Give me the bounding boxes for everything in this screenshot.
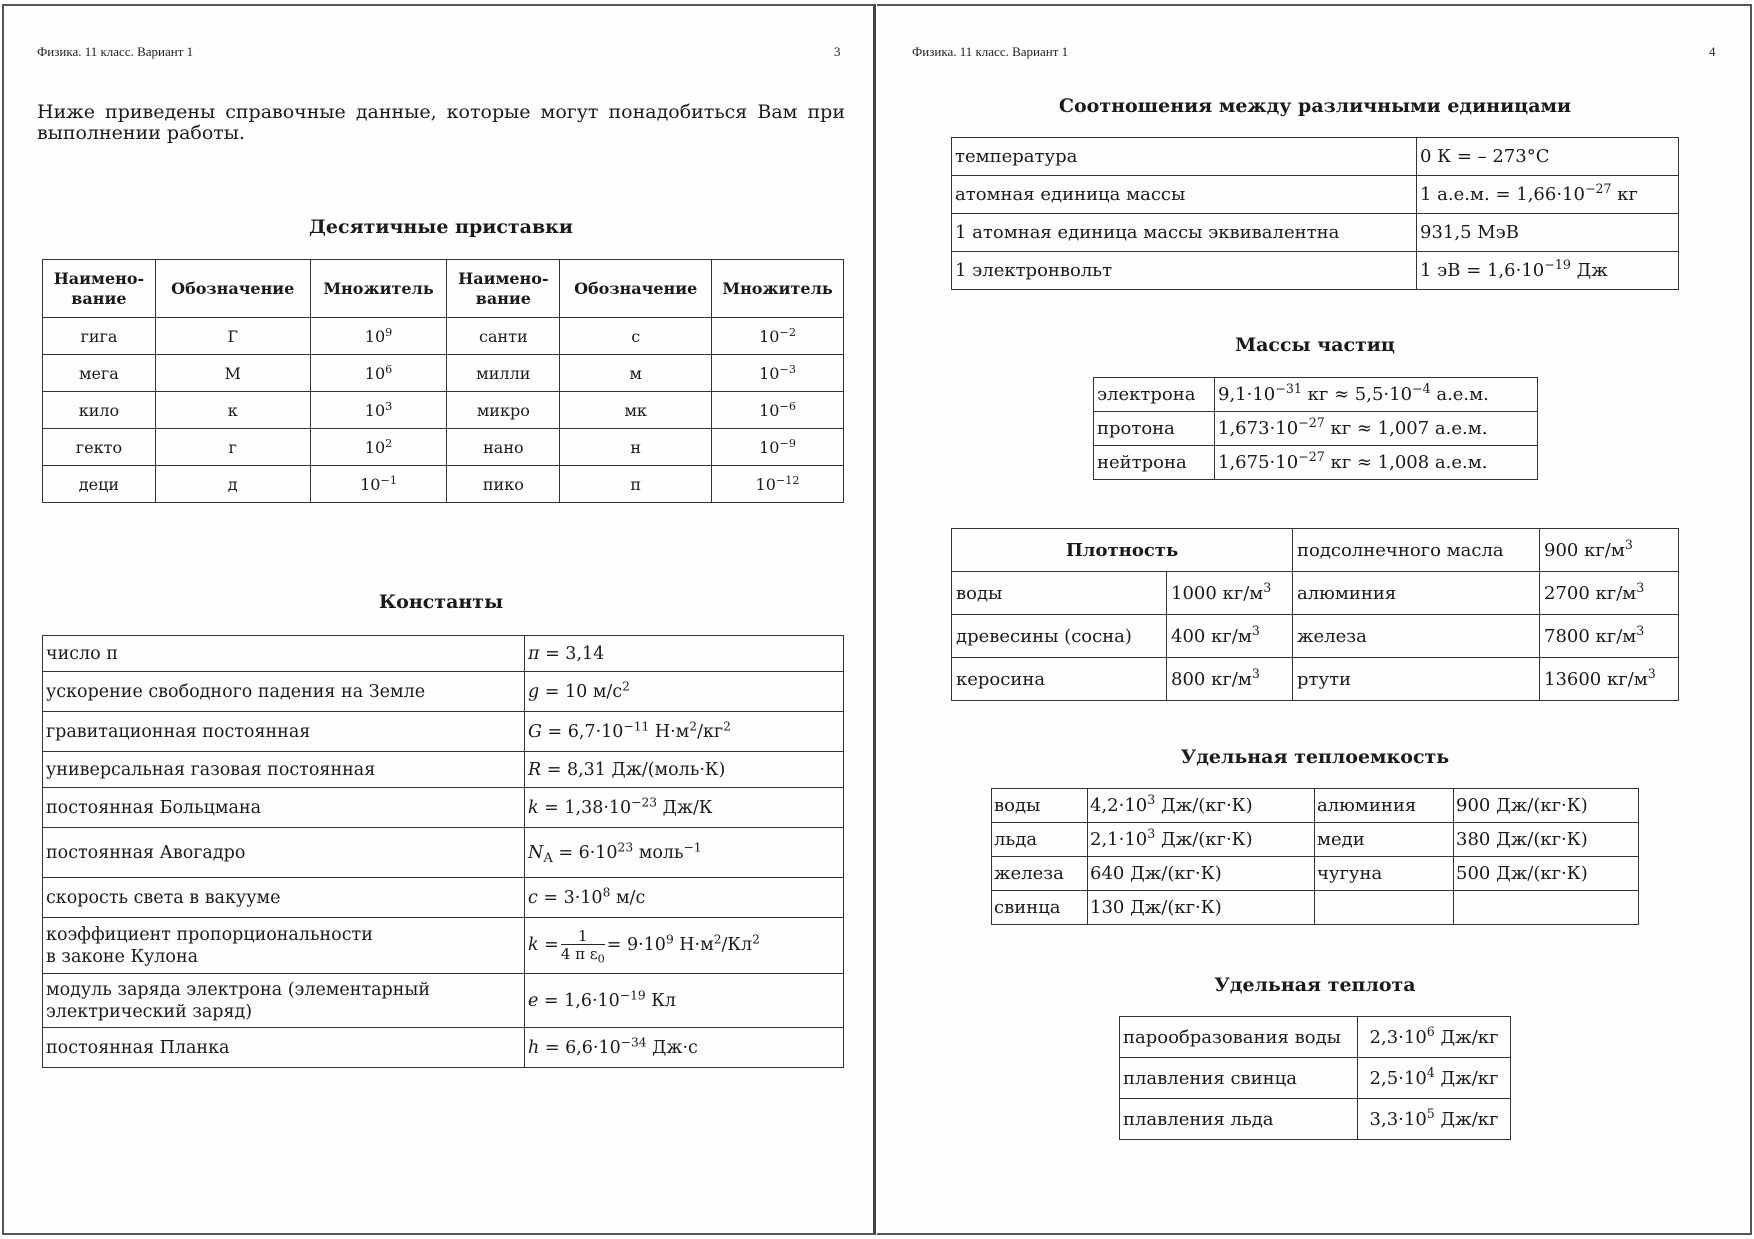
density-label: алюминия (1293, 572, 1540, 615)
table-row (43, 878, 844, 918)
substance-label (1315, 891, 1454, 925)
page-3 (2, 4, 876, 1235)
prefix-multiplier: $10^{-9}$ (712, 429, 844, 466)
table-header-row (43, 260, 844, 318)
substance-label: чугуна (1315, 857, 1454, 891)
table-row (43, 392, 844, 429)
constant-value: $N_A = 6\cdot 10^{23}$ моль$^{-1}$ (525, 828, 844, 878)
table-row (43, 828, 844, 878)
density-title: Плотность (952, 529, 1293, 572)
constant-value: $c = 3\cdot 10^8$ м/с (525, 878, 844, 918)
density-value: 800 $кг/м^3$ (1167, 658, 1293, 701)
table-row (43, 318, 844, 355)
prefix-symbol: п (560, 466, 712, 503)
prefixes-table (42, 259, 844, 503)
heat-capacity-value: $2,1\cdot 10^3$ Дж/(кг·К) (1088, 823, 1315, 857)
prefix-name: милли (447, 355, 560, 392)
column-header: Обозначение (155, 260, 310, 318)
latent-heat-value: $3,3\cdot 10^5$ Дж/кг (1358, 1099, 1511, 1140)
prefix-name: кило (43, 392, 156, 429)
density-value: 7800 $кг/м^3$ (1540, 615, 1679, 658)
table-row (43, 466, 844, 503)
table-row (1120, 1099, 1511, 1140)
density-label: ртути (1293, 658, 1540, 701)
constant-value: R = 8,31 Дж/(моль·К) (525, 752, 844, 788)
relation-value: 0 К = – 273°С (1417, 138, 1679, 176)
table-row (992, 823, 1639, 857)
prefix-symbol: г (155, 429, 310, 466)
constant-value: k = $\frac{1}{4 \pi \varepsilon_0}$ = $9\cdot 10^9$ $Н\cdot м^2/Кл^2$ (525, 918, 844, 974)
table-row (992, 789, 1639, 823)
constant-value: $h = 6,6\cdot 10^{-34}$ Дж·с (525, 1028, 844, 1068)
prefix-multiplier: $10^3$ (310, 392, 447, 429)
constant-label: коэффициент пропорциональности в законе Кулона (43, 918, 525, 974)
prefix-name: нано (447, 429, 560, 466)
particle-label: нейтрона (1094, 446, 1215, 480)
prefix-symbol: мк (560, 392, 712, 429)
particle-mass: $1,673\cdot 10^{-27}$ кг ≈ 1,007 а.е.м. (1215, 412, 1538, 446)
relation-label: 1 электронвольт (952, 252, 1417, 290)
density-table (951, 528, 1679, 701)
constant-value: $G = 6,7\cdot 10^{-11}$ $Н\cdot м^2/кг^2$ (525, 712, 844, 752)
prefix-name: микро (447, 392, 560, 429)
latent-heat-table (1119, 1016, 1511, 1140)
prefix-name: санти (447, 318, 560, 355)
relation-value: 931,5 МэВ (1417, 214, 1679, 252)
constant-value: $e = 1,6\cdot 10^{-19}$ Кл (525, 974, 844, 1028)
prefix-name: деци (43, 466, 156, 503)
fraction: $\frac{1}{4 \pi \varepsilon_0}$ (560, 927, 605, 966)
heat-capacity-value: 640 Дж/(кг·К) (1088, 857, 1315, 891)
table-row (43, 918, 844, 974)
particle-mass: $9,1\cdot 10^{-31}$ кг ≈ $5,5\cdot 10^{-4}$ а.е.м. (1215, 378, 1538, 412)
heat-capacity-value (1454, 891, 1639, 925)
density-label: керосина (952, 658, 1167, 701)
prefix-name: гекто (43, 429, 156, 466)
table-row (992, 891, 1639, 925)
substance-label: железа (992, 857, 1088, 891)
relation-label: атомная единица массы (952, 176, 1417, 214)
page-number: 4 (1709, 44, 1716, 59)
density-label: железа (1293, 615, 1540, 658)
column-header: Множитель (712, 260, 844, 318)
page-number: 3 (834, 44, 841, 59)
intro-text: Ниже приведены справочные данные, которые могут понадобиться Вам при выполнении работы. (37, 101, 845, 144)
table-row (952, 615, 1679, 658)
table-row (1094, 446, 1538, 480)
table-row (1094, 378, 1538, 412)
table-row (43, 788, 844, 828)
section-title-masses: Массы частиц (1235, 334, 1395, 356)
constant-label: постоянная Авогадро (43, 828, 525, 878)
prefix-symbol: м (560, 355, 712, 392)
table-row (43, 974, 844, 1028)
prefix-symbol: с (560, 318, 712, 355)
prefix-symbol: М (155, 355, 310, 392)
running-head: Физика. 11 класс. Вариант 1 (912, 44, 1069, 59)
table-row (952, 252, 1679, 290)
heat-capacity-value: 380 Дж/(кг·К) (1454, 823, 1639, 857)
prefix-symbol: Г (155, 318, 310, 355)
constant-label: постоянная Планка (43, 1028, 525, 1068)
density-label: подсолнечного масла (1293, 529, 1540, 572)
heat-capacity-value: 130 Дж/(кг·К) (1088, 891, 1315, 925)
substance-label: льда (992, 823, 1088, 857)
latent-heat-label: плавления свинца (1120, 1058, 1358, 1099)
table-row (952, 176, 1679, 214)
prefix-name: гига (43, 318, 156, 355)
constant-label: ускорение свободного падения на Земле (43, 672, 525, 712)
relation-label: температура (952, 138, 1417, 176)
table-row (952, 572, 1679, 615)
relation-value: 1 а.е.м. = $1,66\cdot 10^{-27}$ кг (1417, 176, 1679, 214)
heat-capacity-value: $4,2\cdot 10^3$ Дж/(кг·К) (1088, 789, 1315, 823)
column-header: Обозначение (560, 260, 712, 318)
particle-label: электрона (1094, 378, 1215, 412)
prefix-multiplier: $10^{-1}$ (310, 466, 447, 503)
constant-label: универсальная газовая постоянная (43, 752, 525, 788)
latent-heat-label: парообразования воды (1120, 1017, 1358, 1058)
constant-label: постоянная Больцмана (43, 788, 525, 828)
density-value: 900 $кг/м^3$ (1540, 529, 1679, 572)
particle-label: протона (1094, 412, 1215, 446)
table-row (952, 658, 1679, 701)
constant-value: $k = 1,38\cdot 10^{-23}$ Дж/К (525, 788, 844, 828)
table-row (43, 429, 844, 466)
constant-label: гравитационная постоянная (43, 712, 525, 752)
table-row (952, 138, 1679, 176)
table-row (43, 752, 844, 788)
column-header: Наимено-вание (447, 260, 560, 318)
relation-value: 1 эВ = $1,6\cdot 10^{-19}$ Дж (1417, 252, 1679, 290)
heat-capacity-value: 500 Дж/(кг·К) (1454, 857, 1639, 891)
substance-label: свинца (992, 891, 1088, 925)
substance-label: алюминия (1315, 789, 1454, 823)
table-row (1120, 1058, 1511, 1099)
prefix-name: мега (43, 355, 156, 392)
constant-value: π = 3,14 (525, 636, 844, 672)
constant-value: g = 10 $м/с^2$ (525, 672, 844, 712)
particle-masses-table (1093, 377, 1538, 480)
density-value: 13600 $кг/м^3$ (1540, 658, 1679, 701)
particle-mass: $1,675\cdot 10^{-27}$ кг ≈ 1,008 а.е.м. (1215, 446, 1538, 480)
latent-heat-label: плавления льда (1120, 1099, 1358, 1140)
table-row (43, 672, 844, 712)
running-head: Физика. 11 класс. Вариант 1 (37, 44, 194, 59)
section-title-prefixes: Десятичные приставки (309, 216, 573, 238)
prefix-multiplier: $10^{-6}$ (712, 392, 844, 429)
table-row (43, 355, 844, 392)
table-row (1094, 412, 1538, 446)
density-value: 1000 $кг/м^3$ (1167, 572, 1293, 615)
prefix-multiplier: $10^9$ (310, 318, 447, 355)
table-row (43, 712, 844, 752)
column-header: Множитель (310, 260, 447, 318)
unit-relations-table (951, 137, 1679, 290)
constant-label: число π (43, 636, 525, 672)
prefix-symbol: к (155, 392, 310, 429)
latent-heat-value: $2,5\cdot 10^4$ Дж/кг (1358, 1058, 1511, 1099)
prefix-multiplier: $10^{-12}$ (712, 466, 844, 503)
density-label: воды (952, 572, 1167, 615)
section-title-constants: Константы (378, 591, 504, 613)
prefix-symbol: д (155, 466, 310, 503)
heat-capacity-table (991, 788, 1639, 925)
density-value: 400 $кг/м^3$ (1167, 615, 1293, 658)
relation-label: 1 атомная единица массы эквивалентна (952, 214, 1417, 252)
prefix-symbol: н (560, 429, 712, 466)
constant-label: модуль заряда электрона (элементарный электрический заряд) (43, 974, 525, 1028)
table-row (43, 636, 844, 672)
section-title-units: Соотношения между различными единицами (1058, 95, 1572, 117)
table-row (952, 214, 1679, 252)
table-row (43, 1028, 844, 1068)
table-row (992, 857, 1639, 891)
prefix-multiplier: $10^2$ (310, 429, 447, 466)
prefix-name: пико (447, 466, 560, 503)
table-row (952, 529, 1679, 572)
density-label: древесины (сосна) (952, 615, 1167, 658)
latent-heat-value: $2,3\cdot 10^6$ Дж/кг (1358, 1017, 1511, 1058)
prefix-multiplier: $10^6$ (310, 355, 447, 392)
section-title-heat-capacity: Удельная теплоемкость (1180, 746, 1450, 768)
constants-table (42, 635, 844, 1068)
substance-label: меди (1315, 823, 1454, 857)
section-title-latent-heat: Удельная теплота (1214, 974, 1416, 996)
substance-label: воды (992, 789, 1088, 823)
heat-capacity-value: 900 Дж/(кг·К) (1454, 789, 1639, 823)
table-row (1120, 1017, 1511, 1058)
prefix-multiplier: $10^{-2}$ (712, 318, 844, 355)
density-value: 2700 $кг/м^3$ (1540, 572, 1679, 615)
constant-label: скорость света в вакууме (43, 878, 525, 918)
prefix-multiplier: $10^{-3}$ (712, 355, 844, 392)
column-header: Наимено-вание (43, 260, 156, 318)
